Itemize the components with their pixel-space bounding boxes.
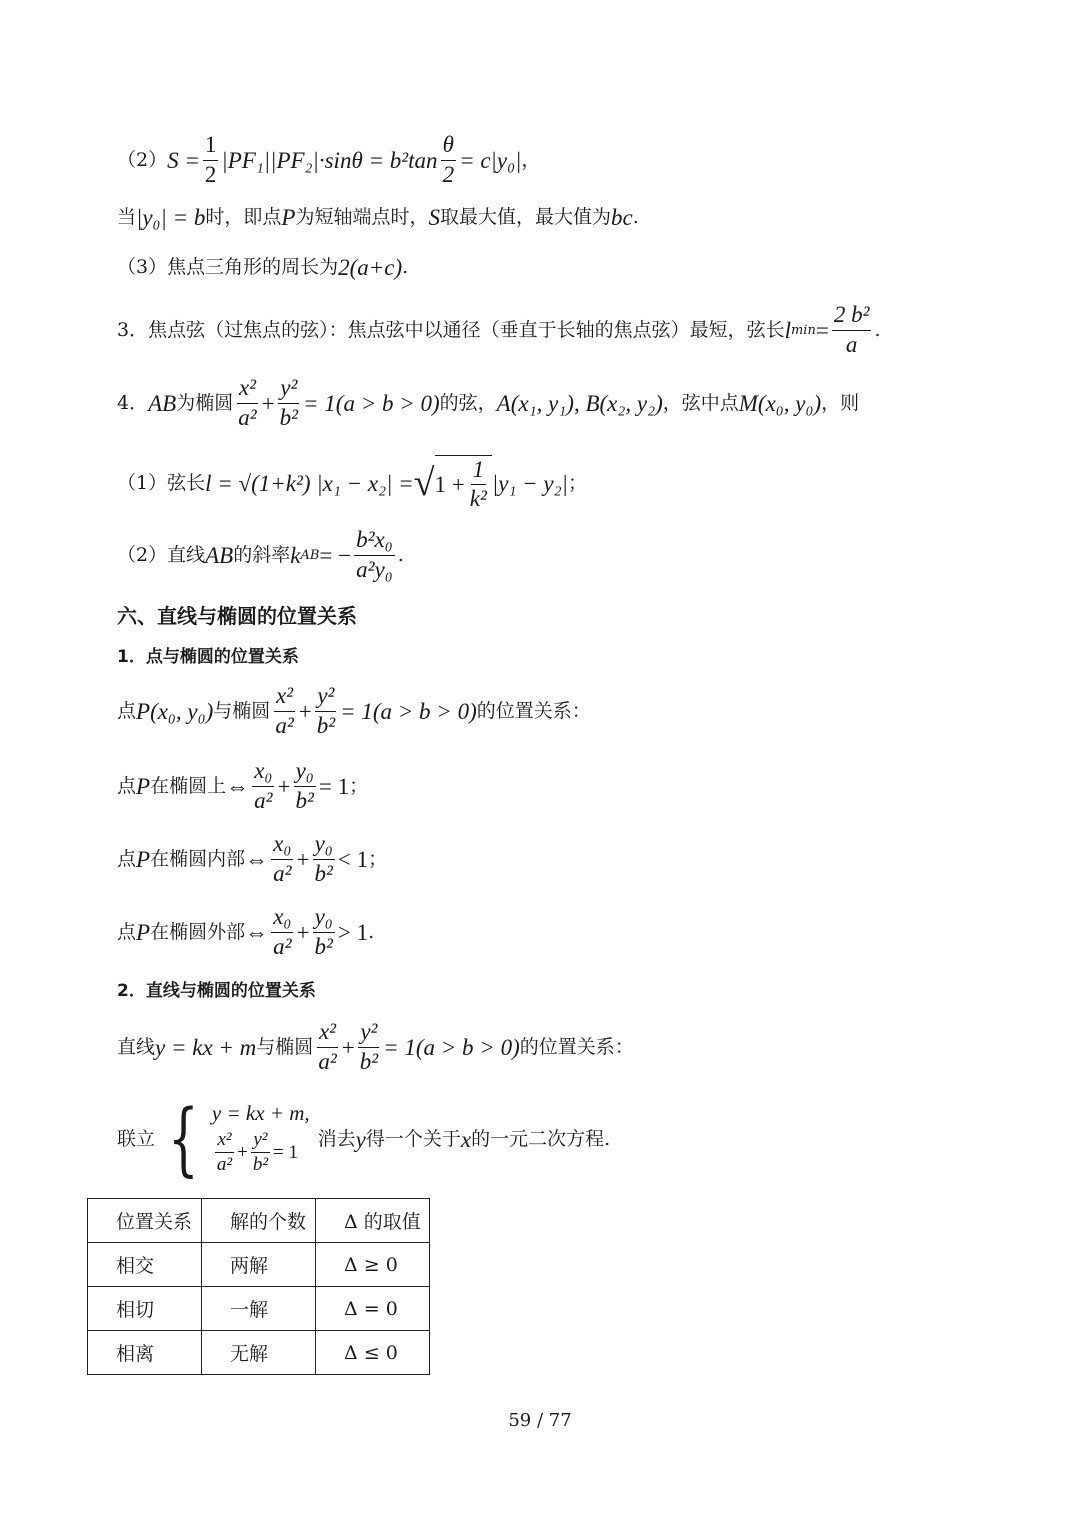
fraction — [203, 133, 219, 186]
numerator: x₀ — [271, 905, 293, 932]
table-cell: Δ ≤ 0 — [316, 1331, 430, 1375]
table-cell: 相离 — [88, 1331, 202, 1375]
text: 的斜率 — [233, 543, 291, 566]
denominator: a — [845, 331, 858, 357]
punctuation: . — [397, 543, 404, 566]
section-heading: 六、直线与椭圆的位置关系 — [117, 604, 357, 628]
fraction — [236, 376, 258, 429]
operator: + — [298, 698, 312, 724]
text: 联立 — [117, 1127, 156, 1150]
punctuation: . — [402, 255, 409, 278]
numerator: x² — [274, 684, 295, 711]
table-row — [88, 1287, 430, 1331]
brace-icon: { — [168, 1092, 199, 1185]
text: 的位置关系： — [519, 1035, 634, 1058]
formula-part: y — [355, 1126, 366, 1152]
numerator: x² — [215, 1130, 233, 1153]
formula-part: = − — [319, 542, 352, 568]
fraction — [293, 759, 315, 812]
punctuation: . — [368, 920, 375, 943]
sqrt-sign: √ — [413, 462, 435, 504]
formula-part: = 1(a > b > 0) — [383, 1034, 520, 1060]
fraction — [441, 133, 457, 186]
perimeter-line — [117, 250, 408, 284]
text: 为短轴端点时， — [295, 205, 429, 228]
numerator: y² — [315, 684, 336, 711]
table-row — [88, 1243, 430, 1287]
denominator: a² — [318, 1048, 337, 1074]
text: 的弦， — [439, 391, 497, 414]
table-cell: 两解 — [202, 1243, 316, 1287]
operator: + — [296, 846, 310, 872]
sqrt-body — [435, 455, 492, 511]
formula-part: P — [281, 204, 296, 230]
formula-part: |PF₁||PF₂|·sinθ = b²tan — [221, 147, 438, 173]
numerator: b²x₀ — [354, 528, 395, 555]
denominator: b² — [314, 860, 333, 886]
text: ，则 — [821, 391, 860, 414]
formula-part: = 1 — [318, 773, 350, 799]
denominator: b² — [279, 404, 299, 430]
punctuation: ； — [567, 471, 587, 494]
formula-part: < 1 — [337, 846, 369, 872]
punctuation: ； — [368, 847, 388, 870]
text: 消去 — [317, 1127, 356, 1150]
fraction — [832, 303, 872, 356]
formula-part: > 1 — [337, 919, 369, 945]
denominator: a² — [273, 860, 292, 886]
formula-part: x — [460, 1126, 472, 1152]
denominator: a² — [216, 1154, 233, 1175]
formula-part: AB — [148, 390, 177, 416]
numerator: 1 — [203, 133, 219, 160]
text: 取最大值，最大值为 — [439, 205, 611, 228]
text: 点 — [117, 847, 137, 870]
text: （2）直线 — [117, 543, 206, 566]
operator: + — [261, 390, 275, 416]
text: 当 — [117, 205, 137, 228]
table-cell: 一解 — [202, 1287, 316, 1331]
formula-part: P — [136, 773, 151, 799]
denominator: b² — [316, 712, 336, 738]
focal-chord-line — [117, 302, 881, 358]
fraction — [215, 1130, 234, 1175]
text: 为椭圆 — [176, 391, 234, 414]
numerator: x² — [237, 376, 258, 403]
table-header-cell: Δ 的取值 — [316, 1199, 430, 1243]
formula-line-area — [117, 132, 540, 188]
numerator: θ — [441, 133, 456, 160]
point-inside-line — [117, 831, 387, 887]
point-ellipse-line — [117, 683, 591, 739]
formula-part: = 1(a > b > 0) — [303, 390, 440, 416]
formula-part: M(x₀, y₀) — [738, 390, 822, 416]
numerator: x₀ — [252, 759, 274, 786]
system-line — [117, 1093, 610, 1185]
chord-intro-line — [117, 375, 859, 431]
subscript: AB — [300, 547, 320, 563]
denominator: 2 — [204, 161, 217, 187]
item-label: （2） — [117, 148, 168, 171]
punctuation: ， — [521, 148, 541, 171]
denominator: 2 — [442, 161, 455, 187]
formula-part: 1 + — [434, 472, 465, 497]
fraction — [273, 684, 295, 737]
text: 在椭圆内部 — [150, 847, 246, 870]
text: （3）焦点三角形的周长为 — [117, 255, 339, 278]
formula-part: S — [428, 204, 440, 230]
position-relation-table — [87, 1198, 430, 1375]
formula-part: P(x₀, y₀) — [136, 698, 214, 724]
denominator: a² — [273, 933, 292, 959]
text: 在椭圆外部 — [150, 920, 246, 943]
fraction — [468, 458, 489, 511]
equivalence-symbol: ⇔ — [245, 846, 269, 872]
formula-part: = — [815, 317, 829, 343]
numerator: y₀ — [294, 759, 316, 786]
numerator: y₀ — [313, 905, 335, 932]
numerator: y² — [251, 1130, 269, 1153]
table-header-cell: 解的个数 — [202, 1199, 316, 1243]
text: 点 — [117, 920, 137, 943]
fraction — [316, 1020, 338, 1073]
system-rows — [212, 1103, 310, 1175]
fraction — [354, 528, 395, 581]
text: 3．焦点弦（过焦点的弦）：焦点弦中以通径（垂直于长轴的焦点弦）最短，弦长 — [117, 318, 785, 341]
system-row: y = kx + m, — [211, 1101, 310, 1126]
text: ，弦中点 — [662, 391, 739, 414]
table-cell: 相切 — [88, 1287, 202, 1331]
operator: + — [341, 1034, 355, 1060]
punctuation: . — [632, 205, 639, 228]
numerator: 1 — [471, 458, 487, 485]
max-area-line — [117, 200, 639, 234]
fraction — [271, 832, 293, 885]
formula-part: k — [290, 542, 301, 568]
table-cell: 无解 — [202, 1331, 316, 1375]
denominator: a² — [254, 787, 273, 813]
text: 4． — [117, 391, 149, 414]
fraction — [251, 1130, 270, 1175]
numerator: x₀ — [271, 832, 293, 859]
table-cell: Δ = 0 — [316, 1287, 430, 1331]
denominator: b² — [359, 1048, 379, 1074]
table-row — [88, 1331, 430, 1375]
fraction — [312, 905, 334, 958]
formula-part: = 1(a > b > 0) — [340, 698, 477, 724]
denominator: a²y₀ — [356, 556, 393, 582]
point-outside-line — [117, 904, 374, 960]
subsection-heading: 2．直线与椭圆的位置关系 — [117, 980, 316, 1001]
system-row — [212, 1130, 310, 1175]
text: （1）弦长 — [117, 471, 206, 494]
numerator: y² — [358, 1020, 379, 1047]
formula-part: 2(a+c) — [338, 254, 403, 280]
denominator: b² — [295, 787, 314, 813]
numerator: y² — [278, 376, 299, 403]
denominator: a² — [238, 404, 257, 430]
denominator: k² — [469, 486, 487, 511]
fraction — [278, 376, 300, 429]
text: 的一元二次方程. — [471, 1127, 611, 1150]
operator: + — [296, 919, 310, 945]
table-header-cell: 位置关系 — [88, 1199, 202, 1243]
table-header-row — [88, 1199, 430, 1243]
chord-length-line — [117, 455, 587, 511]
equation-system — [155, 1092, 310, 1185]
equivalence-symbol: ⇔ — [226, 773, 250, 799]
formula-part: = 1 — [273, 1142, 299, 1163]
formula-part: l — [784, 317, 791, 343]
fraction — [312, 832, 334, 885]
page-number: 59 / 77 — [508, 1410, 572, 1431]
operator: + — [277, 773, 291, 799]
punctuation: . — [874, 318, 881, 341]
denominator: a² — [275, 712, 294, 738]
fraction — [271, 905, 293, 958]
line-ellipse-line — [117, 1019, 634, 1075]
slope-line — [117, 527, 404, 583]
text: 得一个关于 — [365, 1127, 461, 1150]
formula-part: |y₁ − y₂| — [491, 470, 568, 496]
formula-part: |y₀| = b — [136, 204, 206, 230]
formula-part: AB — [205, 542, 234, 568]
formula-part: A(x₁, y₁), B(x₂, y₂) — [496, 390, 663, 416]
formula-part: P — [136, 919, 151, 945]
formula-part: bc — [611, 204, 633, 230]
text: 在椭圆上 — [150, 774, 227, 797]
text: 的位置关系： — [476, 699, 591, 722]
equivalence-symbol: ⇔ — [245, 919, 269, 945]
operator: + — [237, 1142, 248, 1163]
formula-part: l = √(1+k²) |x₁ − x₂| = — [205, 470, 414, 496]
punctuation: ； — [349, 774, 369, 797]
text: 点 — [117, 774, 137, 797]
text: 直线 — [117, 1035, 156, 1058]
subscript: min — [790, 322, 816, 338]
formula-part: y = kx + m — [155, 1034, 257, 1060]
fraction — [252, 759, 274, 812]
subsection-heading: 1．点与椭圆的位置关系 — [117, 646, 299, 667]
formula-part: P — [136, 846, 151, 872]
table-cell: Δ ≥ 0 — [316, 1243, 430, 1287]
numerator: 2 b² — [832, 303, 872, 330]
point-on-ellipse-line — [117, 758, 368, 814]
formula-part: S = — [167, 147, 200, 173]
text: 与椭圆 — [256, 1035, 314, 1058]
text: 点 — [117, 699, 137, 722]
numerator: x² — [317, 1020, 338, 1047]
formula-part: = c|y₀| — [459, 147, 522, 173]
numerator: y₀ — [313, 832, 335, 859]
fraction — [315, 684, 337, 737]
text: 时，即点 — [205, 205, 282, 228]
text: 与椭圆 — [213, 699, 271, 722]
table-cell: 相交 — [88, 1243, 202, 1287]
denominator: b² — [314, 933, 333, 959]
fraction — [358, 1020, 380, 1073]
denominator: b² — [252, 1154, 269, 1175]
